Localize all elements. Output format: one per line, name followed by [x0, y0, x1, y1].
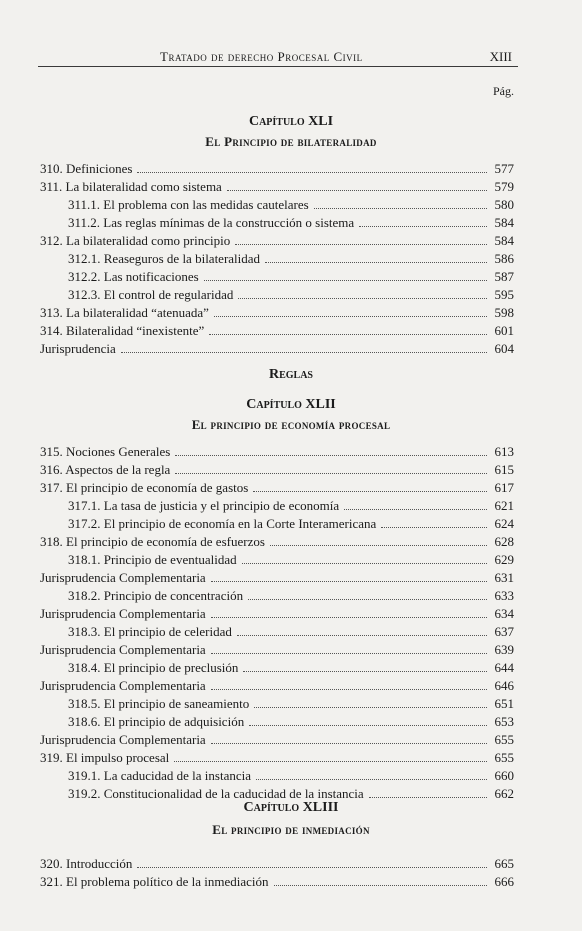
toc-entry-label: 319.2. Constitucionalidad de la caducidad de la instancia — [68, 786, 364, 801]
toc-entry — [40, 677, 514, 695]
dot-leader — [381, 516, 487, 528]
toc-entry-page: 604 — [494, 341, 514, 356]
toc-entry-page: 621 — [494, 498, 514, 513]
dot-leader — [256, 768, 487, 780]
toc-entry-label: Jurisprudencia Complementaria — [40, 642, 206, 657]
toc-entry-label: 310. Definiciones — [40, 161, 133, 176]
toc-entry-label: 317. El principio de economía de gastos — [40, 480, 249, 495]
toc-entry — [40, 605, 514, 623]
toc-entry — [40, 659, 514, 677]
toc-entry-label: 319.1. La caducidad de la instancia — [68, 768, 252, 783]
toc-entry-page: 613 — [494, 444, 514, 459]
chapter-title: El Principio de bilateralidad — [205, 134, 377, 149]
running-title: Tratado de derecho Procesal Civil — [160, 49, 363, 64]
toc-entry-label: 318.4. El principio de preclusión — [68, 660, 239, 675]
toc-entry — [40, 515, 514, 533]
toc-entry-page: 646 — [494, 678, 514, 693]
toc-entry-page: 624 — [494, 516, 514, 531]
dot-leader — [274, 874, 487, 886]
toc-entry — [40, 214, 514, 232]
dot-leader — [242, 552, 487, 564]
toc-entry — [40, 695, 514, 713]
section-heading: Reglas — [268, 367, 313, 382]
toc-entry — [40, 268, 514, 286]
toc-entry-label: 317.1. La tasa de justicia y el principio de economía — [68, 498, 340, 513]
toc-entry — [40, 533, 514, 551]
dot-leader — [137, 161, 487, 173]
toc-entry-page: 584 — [494, 233, 514, 248]
toc-entry-page: 666 — [494, 874, 514, 889]
toc-entry-label: 321. El problema político de la inmediación — [40, 874, 269, 889]
toc-entry-label: 311.1. El problema con las medidas cautelares — [68, 197, 309, 212]
toc-entry-label: 320. Introducción — [40, 856, 133, 871]
toc-entry — [40, 767, 514, 785]
dot-leader — [211, 678, 487, 690]
toc-entry-label: Jurisprudencia Complementaria — [40, 678, 206, 693]
toc-entry — [40, 749, 514, 767]
toc-entry-page: 579 — [494, 179, 514, 194]
toc-entry-label: 312.3. El control de regularidad — [68, 287, 234, 302]
toc-entry-page: 577 — [494, 161, 514, 176]
chapter-heading: Capítulo XLII — [246, 397, 336, 412]
chapter-heading: Capítulo XLIII — [243, 800, 339, 815]
toc-entry-page: 634 — [494, 606, 514, 621]
toc-entry — [40, 340, 514, 358]
toc-entry — [40, 461, 514, 479]
toc-entry-page: 629 — [494, 552, 514, 567]
toc-entry-label: 312. La bilateralidad como principio — [40, 233, 231, 248]
toc-entry-page: 631 — [494, 570, 514, 585]
toc-entry-label: 311.2. Las reglas mínimas de la construcción o sistema — [68, 215, 355, 230]
dot-leader — [211, 732, 487, 744]
dot-leader — [270, 534, 487, 546]
header-rule — [38, 66, 518, 67]
dot-leader — [211, 642, 487, 654]
toc-entry-page: 665 — [494, 856, 514, 871]
chapter-title: El principio de inmediación — [212, 822, 370, 837]
toc-entry-page: 655 — [494, 732, 514, 747]
toc-entry-page: 653 — [494, 714, 514, 729]
toc-entry-label: 315. Nociones Generales — [40, 444, 171, 459]
toc-entry — [40, 232, 514, 250]
toc-entry-page: 633 — [494, 588, 514, 603]
dot-leader — [235, 233, 487, 245]
toc-list — [40, 160, 514, 358]
toc-entry-page: 637 — [494, 624, 514, 639]
toc-entry-page: 639 — [494, 642, 514, 657]
dot-leader — [175, 462, 487, 474]
dot-leader — [265, 251, 487, 263]
toc-entry-label: 314. Bilateralidad “inexistente” — [40, 323, 205, 338]
toc-entry — [40, 873, 514, 891]
toc-entry-page: 651 — [494, 696, 514, 711]
toc-entry — [40, 497, 514, 515]
toc-entry-label: 313. La bilateralidad “atenuada” — [40, 305, 209, 320]
toc-entry-page: 662 — [494, 786, 514, 801]
toc-entry-page: 598 — [494, 305, 514, 320]
dot-leader — [209, 323, 487, 335]
chapter-title: El principio de economía procesal — [191, 417, 391, 432]
toc-entry-label: Jurisprudencia Complementaria — [40, 732, 206, 747]
toc-entry — [40, 623, 514, 641]
toc-entry-label: 311. La bilateralidad como sistema — [40, 179, 222, 194]
page-column-label: Pág. — [493, 84, 514, 98]
toc-entry-label: 316. Aspectos de la regla — [40, 462, 171, 477]
dot-leader — [137, 856, 487, 868]
toc-entry-label: 318.6. El principio de adquisición — [68, 714, 245, 729]
dot-leader — [238, 287, 487, 299]
toc-entry-label: 318.3. El principio de celeridad — [68, 624, 232, 639]
toc-entry-label: Jurisprudencia Complementaria — [40, 606, 206, 621]
toc-entry — [40, 443, 514, 461]
dot-leader — [237, 624, 487, 636]
toc-entry-page: 587 — [494, 269, 514, 284]
toc-entry-label: 318.5. El principio de saneamiento — [68, 696, 250, 711]
dot-leader — [211, 570, 487, 582]
toc-entry-label: 319. El impulso procesal — [40, 750, 170, 765]
dot-leader — [204, 269, 487, 281]
toc-entry-page: 601 — [494, 323, 514, 338]
toc-entry-label: Jurisprudencia Complementaria — [40, 570, 206, 585]
chapter-heading: Capítulo XLI — [248, 114, 334, 129]
toc-entry — [40, 250, 514, 268]
toc-entry — [40, 731, 514, 749]
running-header — [0, 46, 582, 66]
toc-list — [40, 443, 514, 803]
toc-entry — [40, 551, 514, 569]
toc-entry-label: 312.1. Reaseguros de la bilateralidad — [68, 251, 261, 266]
dot-leader — [249, 714, 487, 726]
dot-leader — [174, 750, 487, 762]
dot-leader — [314, 197, 487, 209]
toc-entry — [40, 160, 514, 178]
toc-entry — [40, 479, 514, 497]
toc-entry-label: 312.2. Las notificaciones — [68, 269, 199, 284]
toc-list — [40, 855, 514, 891]
toc-entry-page: 580 — [494, 197, 514, 212]
toc-entry-page: 660 — [494, 768, 514, 783]
toc-entry-page: 586 — [494, 251, 514, 266]
dot-leader — [211, 606, 487, 618]
toc-entry — [40, 286, 514, 304]
roman-page-number: XIII — [489, 49, 512, 64]
dot-leader — [254, 696, 487, 708]
toc-entry-page: 655 — [494, 750, 514, 765]
dot-leader — [359, 215, 487, 227]
toc-entry-page: 584 — [494, 215, 514, 230]
toc-entry-label: 317.2. El principio de economía en la Corte Interamericana — [68, 516, 377, 531]
dot-leader — [344, 498, 487, 510]
dot-leader — [121, 341, 487, 353]
dot-leader — [175, 444, 487, 456]
dot-leader — [243, 660, 487, 672]
toc-entry — [40, 713, 514, 731]
toc-entry — [40, 587, 514, 605]
toc-entry-page: 644 — [494, 660, 514, 675]
toc-entry-page: 615 — [494, 462, 514, 477]
toc-entry — [40, 641, 514, 659]
toc-entry-label: 318.1. Principio de eventualidad — [68, 552, 237, 567]
dot-leader — [214, 305, 487, 317]
toc-entry-page: 628 — [494, 534, 514, 549]
dot-leader — [369, 786, 487, 798]
toc-entry — [40, 178, 514, 196]
dot-leader — [248, 588, 487, 600]
toc-entry — [40, 304, 514, 322]
dot-leader — [253, 480, 487, 492]
toc-entry-label: 318.2. Principio de concentración — [68, 588, 244, 603]
toc-entry — [40, 322, 514, 340]
toc-entry-label: 318. El principio de economía de esfuerzos — [40, 534, 265, 549]
toc-entry — [40, 855, 514, 873]
toc-entry-label: Jurisprudencia — [40, 341, 116, 356]
toc-entry-page: 617 — [494, 480, 514, 495]
toc-entry — [40, 569, 514, 587]
toc-entry-page: 595 — [494, 287, 514, 302]
dot-leader — [227, 179, 487, 191]
toc-entry — [40, 196, 514, 214]
